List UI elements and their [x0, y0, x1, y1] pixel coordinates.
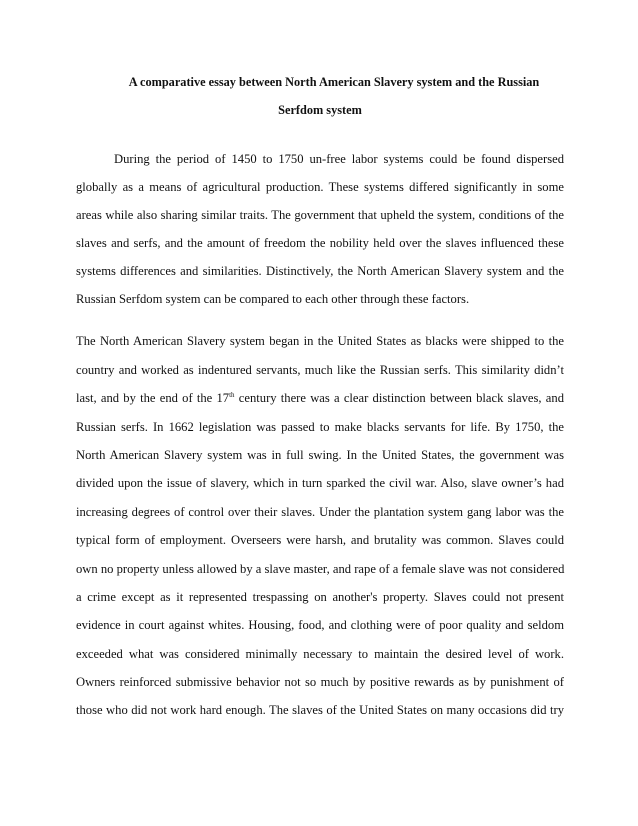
line-text-after-superscript: century there was a clear distinction between black slaves, and — [234, 391, 564, 405]
paragraph-1-line: Russian Serfdom system can be compared to each other through these factors. — [76, 292, 470, 306]
paragraph-2-line: Russian serfs. In 1662 legislation was passed to make blacks servants for life. By 1750, the — [76, 420, 564, 434]
paragraph-2-line: own no property unless allowed by a slave master, and rape of a female slave was not considered — [76, 562, 565, 576]
paragraph-2-line: increasing degrees of control over their slaves. Under the plantation system gang labor was the — [76, 505, 564, 519]
paragraph-1-line: During the period of 1450 to 1750 un-free labor systems could be found dispersed — [114, 152, 564, 166]
paragraph-2-line: divided upon the issue of slavery, which in turn sparked the civil war. Also, slave owner’s had — [76, 476, 564, 490]
paragraph-2-line: evidence in court against whites. Housing, food, and clothing were of poor quality and seldom — [76, 618, 564, 632]
paragraph-2-line: exceeded what was considered minimally necessary to maintain the desired level of work. — [76, 647, 564, 661]
paragraph-2-line: The North American Slavery system began in the United States as blacks were shipped to the — [76, 334, 564, 348]
paragraph-1-line: areas while also sharing similar traits. The government that upheld the system, conditions of the — [76, 208, 564, 222]
essay-title-line-2: Serfdom system — [278, 103, 362, 117]
paragraph-1-line: globally as a means of agricultural production. These systems differed significantly in some — [76, 180, 564, 194]
paragraph-1-line: slaves and serfs, and the amount of freedom the nobility held over the slaves influenced these — [76, 236, 564, 250]
paragraph-2-line: North American Slavery system was in full swing. In the United States, the government was — [76, 448, 564, 462]
essay-title-line-1: A comparative essay between North American Slavery system and the Russian — [128, 75, 540, 89]
paragraph-2-line — [76, 391, 564, 405]
ordinal-superscript: th — [229, 390, 235, 399]
paragraph-1-line: systems differences and similarities. Distinctively, the North American Slavery system and the — [76, 264, 564, 278]
line-text-before-superscript: last, and by the end of the 17 — [76, 391, 230, 405]
paragraph-2-line: a crime except as it represented trespassing on another's property. Slaves could not present — [76, 590, 564, 604]
paragraph-2-line: those who did not work hard enough. The slaves of the United States on many occasions did try — [76, 703, 564, 717]
paragraph-2-line: country and worked as indentured servants, much like the Russian serfs. This similarity didn’t — [76, 363, 564, 377]
paragraph-2-line: typical form of employment. Overseers were harsh, and brutality was common. Slaves could — [76, 533, 564, 547]
paragraph-2-line: Owners reinforced submissive behavior not so much by positive rewards as by punishment of — [76, 675, 564, 689]
